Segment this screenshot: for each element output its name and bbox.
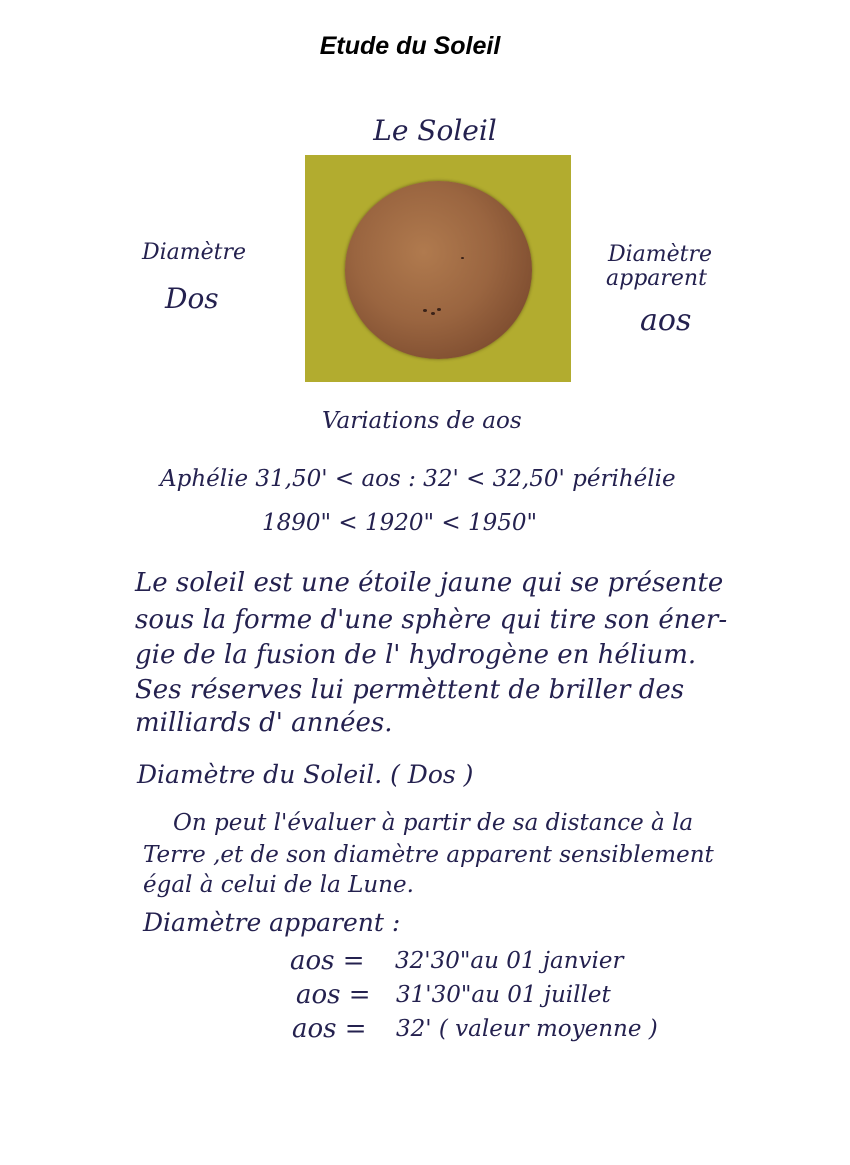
aphelie-perihelie-line: Aphélie 31,50' < aos : 32' < 32,50' périhélie bbox=[160, 466, 676, 492]
paragraph-line: Ses réserves lui permèttent de briller des bbox=[135, 675, 685, 705]
paragraph-line: sous la forme d'une sphère qui tire son éner- bbox=[135, 605, 728, 635]
paragraph2-line: égal à celui de la Lune. bbox=[143, 872, 414, 898]
value-text: 31'30"au 01 juillet bbox=[396, 982, 611, 1008]
sunspot bbox=[461, 257, 464, 259]
paragraph2-line: On peut l'évaluer à partir de sa distance à la bbox=[173, 810, 694, 836]
paragraph2-line: Terre ,et de son diamètre apparent sensiblement bbox=[143, 842, 714, 868]
value-equation: aos = bbox=[296, 980, 371, 1010]
dos-label-left: Dos bbox=[165, 282, 219, 315]
arcsec-values-line: 1890" < 1920" < 1950" bbox=[262, 510, 538, 536]
aos-label-right: aos bbox=[640, 303, 692, 338]
paragraph-line: gie de la fusion de l' hydrogène en hélium. bbox=[135, 640, 697, 670]
sun-heading: Le Soleil bbox=[373, 114, 497, 147]
diameter-label-left: Diamètre bbox=[142, 240, 247, 265]
apparent-diameter-label-line1: Diamètre bbox=[608, 242, 713, 267]
apparent-diameter-label-line2: apparent bbox=[606, 266, 707, 291]
sun-diameter-heading: Diamètre du Soleil. ( Dos ) bbox=[137, 760, 474, 789]
document-title: Etude du Soleil bbox=[319, 32, 501, 60]
sunspot bbox=[431, 312, 435, 315]
value-equation: aos = bbox=[292, 1014, 367, 1044]
sunspot bbox=[437, 308, 441, 311]
value-equation: aos = bbox=[290, 946, 365, 976]
value-text: 32' ( valeur moyenne ) bbox=[396, 1016, 658, 1042]
value-text: 32'30"au 01 janvier bbox=[395, 948, 624, 974]
variations-heading: Variations de aos bbox=[322, 408, 522, 434]
sun-photo bbox=[305, 155, 571, 382]
paragraph-line: Le soleil est une étoile jaune qui se présente bbox=[135, 568, 724, 598]
apparent-diameter-heading: Diamètre apparent : bbox=[143, 908, 401, 937]
sunspot bbox=[423, 309, 427, 312]
sun-disc bbox=[345, 181, 532, 359]
paragraph-line: milliards d' années. bbox=[135, 708, 393, 738]
